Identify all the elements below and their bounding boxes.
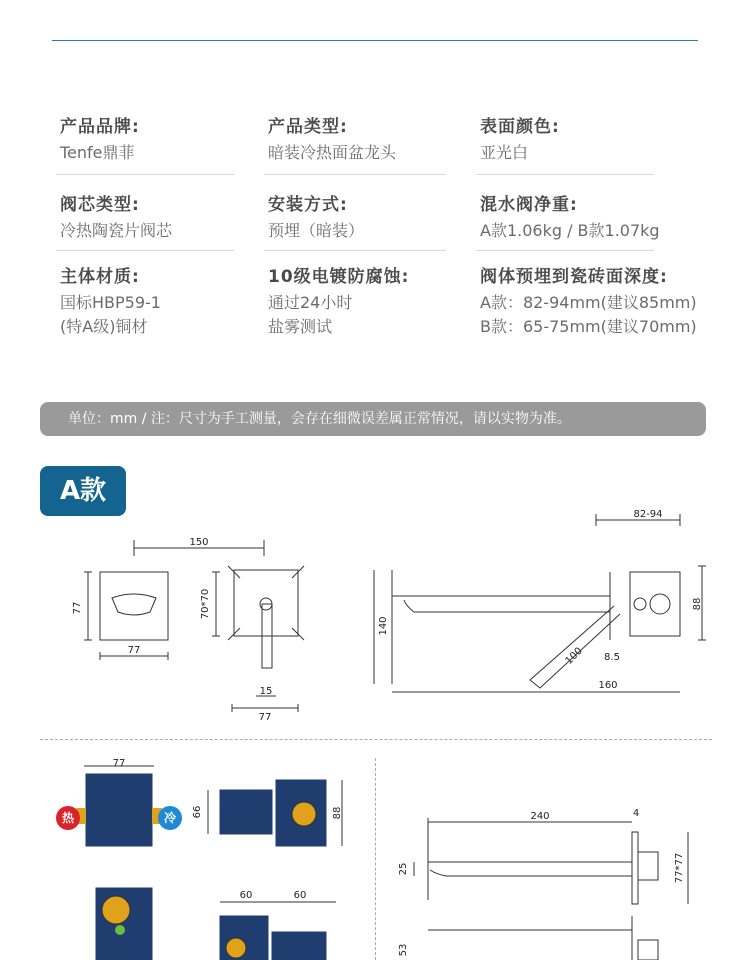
spec-value: 国标HBP59-1 (特A级)铜材 (60, 293, 161, 336)
spec-value: A款：82-94mm(建议85mm) B款：65-75mm(建议70mm) (480, 293, 697, 336)
spec-value: 通过24小时 盐雾测试 (268, 293, 353, 336)
model-badge: A款 (40, 466, 126, 516)
spec-value: Tenfe鼎菲 (60, 143, 135, 162)
spec-value: 亚光白 (480, 143, 529, 162)
dim-label: 240 (530, 811, 550, 822)
spec-value: 暗装冷热面盆龙头 (268, 143, 397, 162)
valve-box (234, 570, 298, 636)
valve-front (86, 774, 152, 846)
dim-label: 8.5 (604, 652, 620, 663)
unit-notice: 单位：mm / 注：尺寸为手工测量，会存在细微误差属正常情况，请以实物为准。 (40, 402, 706, 436)
dim-label: 77 (72, 601, 83, 615)
dim-label: 77 (258, 712, 272, 723)
dim-label: 77 (112, 758, 126, 769)
valve-side (630, 572, 680, 636)
section-divider (40, 739, 712, 740)
spec-label: 阀芯类型: (60, 195, 140, 215)
spec-label: 表面颜色: (480, 117, 560, 137)
dim-label: 25 (398, 862, 409, 876)
dim-label: 70*70 (200, 588, 211, 620)
section-divider-vertical (375, 758, 376, 960)
dim-label: 88 (692, 597, 703, 611)
spec-label: 产品品牌: (60, 117, 140, 137)
dim-label: 100 (563, 645, 585, 667)
dim-label: 150 (189, 537, 209, 548)
dim-label: 15 (259, 686, 273, 697)
handle-outline (112, 594, 156, 615)
dim-label: 77 (127, 645, 141, 656)
dim-label: 88 (332, 806, 343, 820)
dim-label: 140 (378, 616, 389, 636)
hot-water-icon: 热 (56, 806, 80, 830)
spec-label: 阀体预埋到瓷砖面深度: (480, 267, 668, 287)
dim-label: 77*77 (674, 852, 685, 884)
dim-label: 53 (398, 943, 409, 957)
dim-label: 66 (192, 805, 203, 819)
cold-water-icon: 冷 (158, 806, 182, 830)
spec-label: 主体材质: (60, 267, 140, 287)
spec-label: 混水阀净重: (480, 195, 578, 215)
dim-label: 60 (239, 890, 253, 901)
dim-label: 4 (632, 808, 640, 819)
dim-label: 82-94 (633, 509, 663, 520)
spec-label: 安装方式: (268, 195, 348, 215)
spout-long (428, 862, 632, 876)
dim-label: 60 (293, 890, 307, 901)
spec-value: 预埋（暗装） (268, 221, 365, 240)
dim-label: 160 (598, 680, 618, 691)
spec-label: 产品类型: (268, 117, 348, 137)
spout-outline (392, 570, 610, 684)
spec-label: 10级电镀防腐蚀: (268, 267, 410, 287)
cover-plate (100, 572, 168, 640)
spec-value: 冷热陶瓷片阀芯 (60, 221, 173, 240)
spec-value: A款1.06kg / B款1.07kg (480, 221, 660, 240)
